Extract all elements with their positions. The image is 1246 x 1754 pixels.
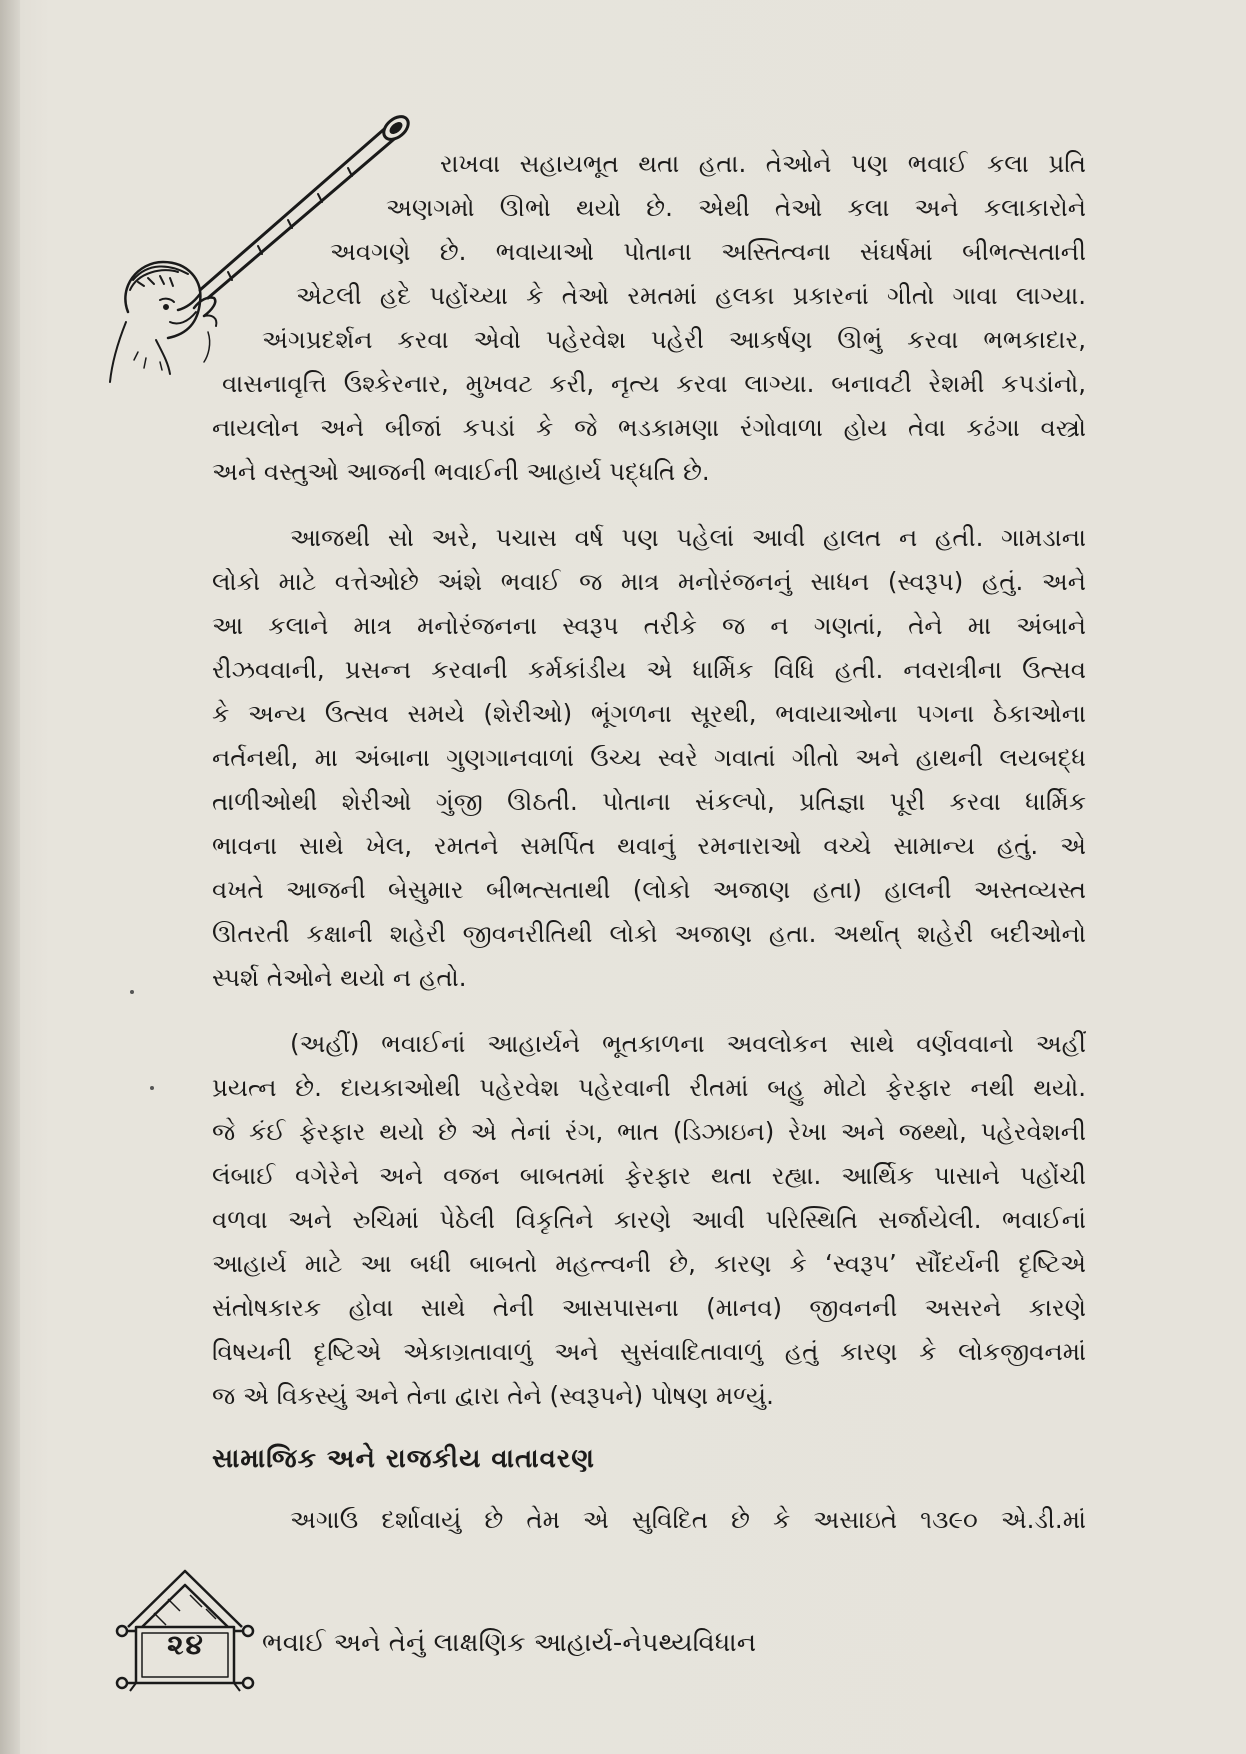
text-line: ઊતરતી કક્ષાની શહેરી જીવનરીતિથી લોકો અજાણ હતા. અર્થાત્ શહેરી બદીઓનો	[212, 919, 1086, 948]
text-line: સંતોષકારક હોવા સાથે તેની આસપાસના (માનવ) જીવનની અસરને કારણે	[212, 1293, 1086, 1322]
section-heading: સામાજિક અને રાજકીય વાતાવરણ	[212, 1444, 595, 1474]
text-line: રાખવા સહાયભૂત થતા હતા. તેઓને પણ ભવાઈ કલા પ્રતિ	[440, 149, 1086, 178]
text-line: અણગમો ઊભો થયો છે. એથી તેઓ કલા અને કલાકારોને	[386, 193, 1086, 222]
text-line: નર્તનથી, મા અંબાના ગુણગાનવાળાં ઉચ્ચ સ્વરે ગવાતાં ગીતો અને હાથની લયબદ્ધ	[212, 743, 1086, 772]
text-line: વખતે આજની બેસુમાર બીભત્સતાથી (લોકો અજાણ હતા) હાલની અસ્તવ્યસ્ત	[212, 875, 1086, 904]
text-line: રીઝવવાની, પ્રસન્ન કરવાની કર્મકાંડીય એ ધાર્મિક વિધિ હતી. નવરાત્રીના ઉત્સવ	[212, 655, 1086, 684]
text-line: લંબાઈ વગેરેને અને વજન બાબતમાં ફેરફાર થતા રહ્યા. આર્થિક પાસાને પહોંચી	[212, 1161, 1086, 1190]
text-line: ભાવના સાથે ખેલ, રમતને સમર્પિત થવાનું રમનારાઓ વચ્ચે સામાન્ય હતું. એ	[212, 831, 1086, 860]
text-line: સ્પર્શ તેઓને થયો ન હતો.	[212, 963, 467, 992]
text-line: વળવા અને રુચિમાં પેઠેલી વિકૃતિને કારણે આવી પરિસ્થિતિ સર્જાયેલી. ભવાઈનાં	[212, 1205, 1086, 1234]
running-footer-title: ભવાઈ અને તેનું લાક્ષણિક આહાર્ય-નેપથ્યવિધાન	[262, 1628, 757, 1658]
text-line: આહાર્ય માટે આ બધી બાબતો મહત્ત્વની છે, કારણ કે ‘સ્વરૂપ’ સૌંદર્યની દૃષ્ટિએ	[212, 1249, 1086, 1278]
text-line: જે કંઈ ફેરફાર થયો છે એ તેનાં રંગ, ભાત (ડિઝાઇન) રેખા અને જથ્થો, પહેરવેશની	[212, 1117, 1086, 1146]
text-line: વિષયની દૃષ્ટિએ એકાગ્રતાવાળું અને સુસંવાદિતાવાળું હતું કારણ કે લોકજીવનમાં	[212, 1337, 1086, 1366]
text-line: અંગપ્રદર્શન કરવા એવો પહેરવેશ પહેરી આકર્ષણ ઊભું કરવા ભભકાદાર,	[262, 325, 1086, 354]
text-line: પ્રયત્ન છે. દાયકાઓથી પહેરવેશ પહેરવાની રીતમાં બહુ મોટો ફેરફાર નથી થયો.	[212, 1073, 1086, 1102]
text-line: તાળીઓથી શેરીઓ ગુંજી ઊઠતી. પોતાના સંકલ્પો, પ્રતિજ્ઞા પૂરી કરવા ધાર્મિક	[212, 787, 1086, 816]
text-line: અવગણે છે. ભવાયાઓ પોતાના અસ્તિત્વના સંઘર્ષમાં બીભત્સતાની	[330, 237, 1086, 266]
text-line: લોકો માટે વત્તેઓછે અંશે ભવાઈ જ માત્ર મનોરંજનનું સાધન (સ્વરૂપ) હતું. અને	[212, 567, 1086, 596]
speck	[130, 990, 134, 994]
text-line: એટલી હદે પહોંચ્યા કે તેઓ રમતમાં હલકા પ્રકારનાં ગીતો ગાવા લાગ્યા.	[296, 281, 1086, 310]
text-line: કે અન્ય ઉત્સવ સમયે (શેરીઓ) ભૂંગળના સૂરથી, ભવાયાઓના પગના ઠેકાઓના	[212, 699, 1086, 728]
page-number: ૨૪	[167, 1628, 205, 1661]
text-line: અગાઉ દર્શાવાયું છે તેમ એ સુવિદિત છે કે અસાઇતે ૧૩૯૦ એ.ડી.માં	[290, 1505, 1086, 1534]
speck	[150, 1086, 154, 1090]
text-line: જ એ વિકસ્યું અને તેના દ્વારા તેને (સ્વરૂપને) પોષણ મળ્યું.	[212, 1381, 774, 1410]
text-line: અને વસ્તુઓ આજની ભવાઈની આહાર્ય પદ્ધતિ છે.	[212, 457, 710, 486]
text-line: આ કલાને માત્ર મનોરંજનના સ્વરૂપ તરીકે જ ન ગણતાં, તેને મા અંબાને	[212, 611, 1086, 640]
text-line: નાયલોન અને બીજાં કપડાં કે જે ભડકામણા રંગોવાળા હોય તેવા કઢંગા વસ્ત્રો	[212, 413, 1086, 442]
text-line: (અહીં) ભવાઈનાં આહાર્યને ભૂતકાળના અવલોકન સાથે વર્ણવવાનો અહીં	[290, 1029, 1086, 1058]
text-line: વાસનાવૃત્તિ ઉશ્કેરનાર, મુખવટ કરી, નૃત્ય કરવા લાગ્યા. બનાવટી રેશમી કપડાંનો,	[222, 369, 1086, 398]
text-line: આજથી સો અરે, પચાસ વર્ષ પણ પહેલાં આવી હાલત ન હતી. ગામડાના	[290, 523, 1086, 552]
